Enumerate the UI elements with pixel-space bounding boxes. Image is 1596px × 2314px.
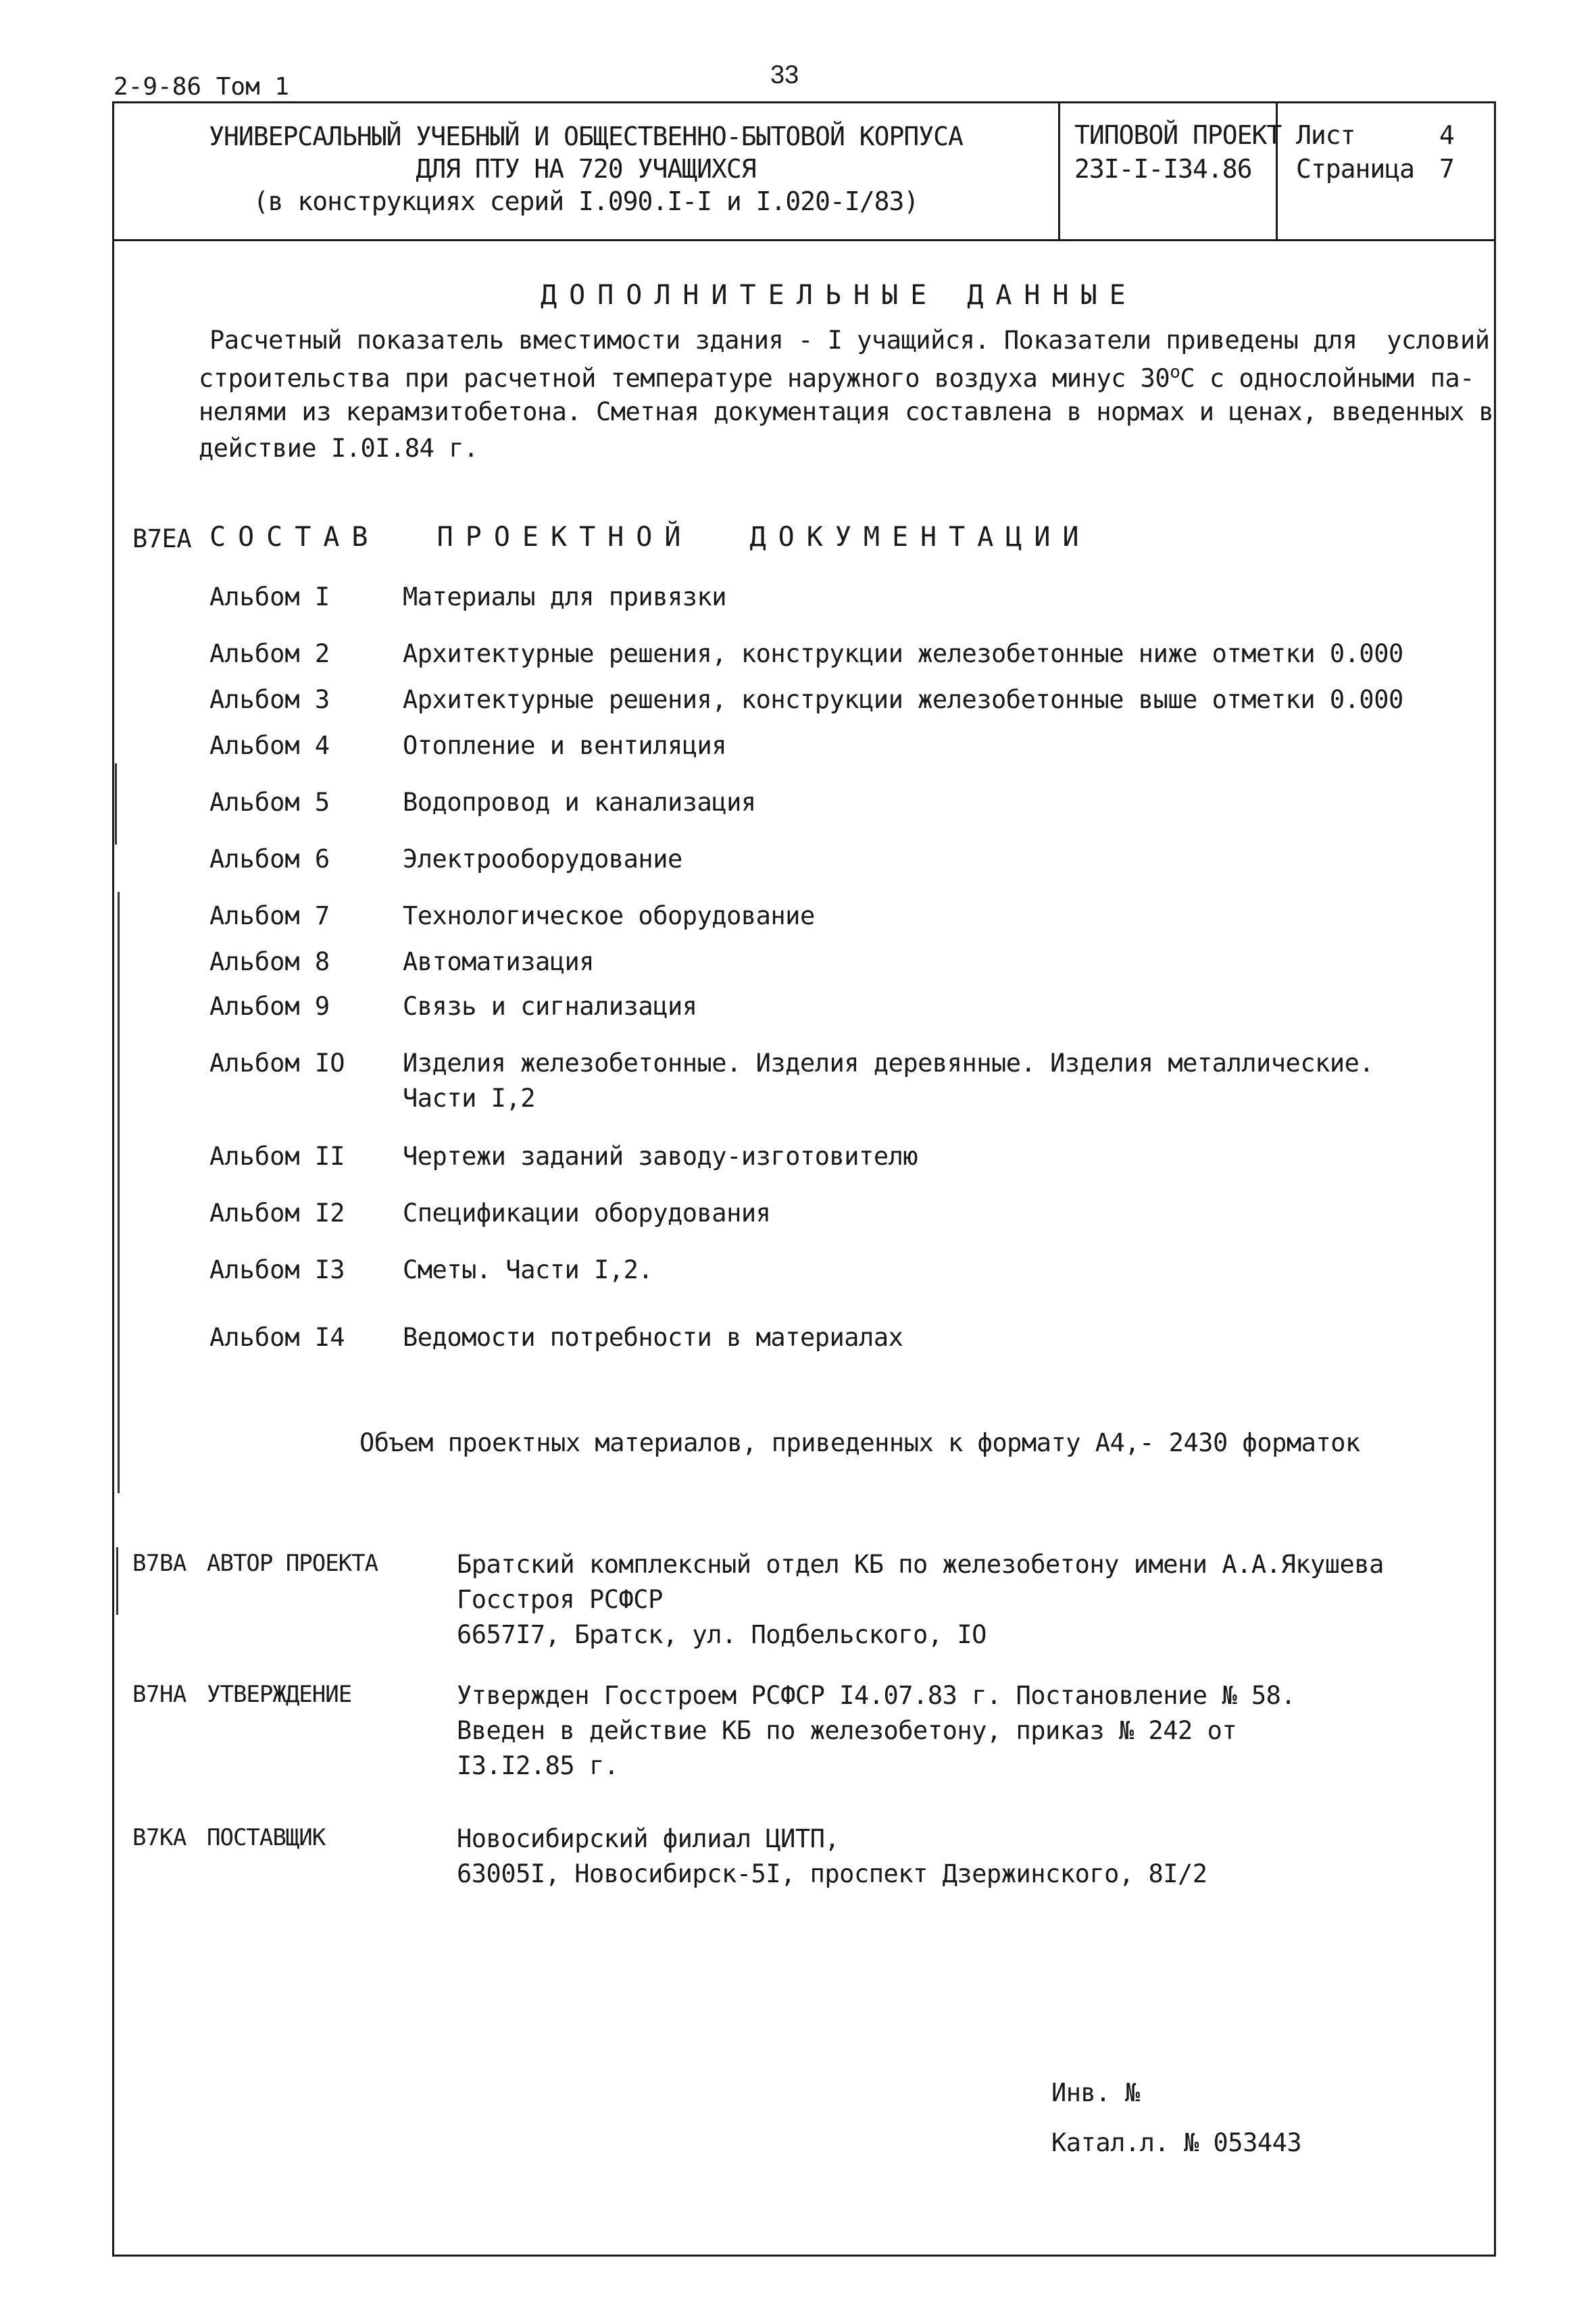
album-text-3: Архитектурные решения, конструкции железобетонные выше отметки 0.000 [403,685,1403,714]
album-text-1: Материалы для привязки [403,582,727,611]
margin-mark-3 [116,1547,118,1615]
album-label-6: Альбом 6 [209,845,330,874]
album-label-9: Альбом 9 [209,992,330,1021]
album-label-11: Альбом II [209,1142,345,1171]
header-bottom-rule [112,239,1496,241]
page-label: Страница [1296,154,1415,184]
album-label-12: Альбом I2 [209,1199,345,1228]
approval-line-3: I3.I2.85 г. [457,1751,619,1780]
additional-line-2-main: строительства при расчетной температуре наружного воздуха минус 30 [199,363,1170,393]
sheet-label: Лист [1296,120,1355,150]
album-text-7: Технологическое оборудование [403,901,815,930]
header-title [115,120,1057,218]
album-label-14: Альбом I4 [209,1323,345,1352]
album-label-2: Альбом 2 [209,639,330,668]
degree-superscript: o [1170,362,1180,382]
margin-mark-1 [115,763,117,845]
album-label-13: Альбом I3 [209,1255,345,1284]
album-text-10-cont: Части I,2 [403,1084,535,1113]
album-label-8: Альбом 8 [209,947,330,976]
project-code: 23I-I-I34.86 [1074,154,1252,184]
album-label-10: Альбом IO [209,1049,345,1078]
album-text-11: Чертежи заданий заводу-изготовителю [403,1142,918,1171]
album-text-4: Отопление и вентиляция [403,731,727,760]
header-title-line-2: ДЛЯ ПТУ НА 720 УЧАЩИХСЯ [416,154,756,184]
supplier-code: В7КА [132,1824,186,1851]
album-text-6: Электрооборудование [403,845,682,874]
catalog-number: Катал.л. № 053443 [1051,2128,1302,2157]
additional-line-1: Расчетный показатель вместимости здания - I учащийся. Показатели приведены для условий [209,326,1490,355]
additional-line-2 [199,362,1474,393]
album-text-9: Связь и сигнализация [403,992,697,1021]
approval-code: В7НА [132,1681,186,1708]
author-label: АВТОР ПРОЕКТА [207,1550,378,1577]
supplier-label: ПОСТАВЩИК [207,1824,326,1851]
header-title-line-3: (в конструкциях серий I.090.I-I и I.020-I/83) [253,186,919,216]
approval-label: УТВЕРЖДЕНИЕ [207,1681,352,1708]
additional-line-2-tail: С с однослойными па- [1180,363,1474,393]
album-text-2: Архитектурные решения, конструкции железобетонные ниже отметки 0.000 [403,639,1403,668]
album-label-5: Альбом 5 [209,788,330,817]
album-label-1: Альбом I [209,582,330,611]
album-text-14: Ведомости потребности в материалах [403,1323,903,1352]
album-label-4: Альбом 4 [209,731,330,760]
album-text-8: Автоматизация [403,947,595,976]
album-text-13: Сметы. Части I,2. [403,1255,653,1284]
album-text-5: Водопровод и канализация [403,788,756,817]
album-text-10: Изделия железобетонные. Изделия деревянные. Изделия металлические. [403,1049,1374,1078]
composition-code: В7ЕА [132,524,192,553]
album-label-7: Альбом 7 [209,901,330,930]
supplier-line-1: Новосибирский филиал ЦИТП, [457,1824,840,1853]
author-line-1: Братский комплексный отдел КБ по железобетону имени А.А.Якушева [457,1550,1384,1579]
album-text-12: Спецификации оборудования [403,1199,771,1228]
additional-line-4: действие I.0I.84 г. [199,434,478,463]
page-number: 33 [770,61,799,89]
doc-reference: 2-9-86 Том 1 [114,73,290,101]
page-value: 7 [1439,154,1454,184]
header-title-line-1: УНИВЕРСАЛЬНЫЙ УЧЕБНЫЙ И ОБЩЕСТВЕННО-БЫТОВОЙ КОРПУСА [209,122,963,151]
sheet-value: 4 [1439,120,1454,150]
volume-note: Объем проектных материалов, приведенных к формату А4,- 2430 форматок [359,1428,1360,1457]
approval-line-2: Введен в действие КБ по железобетону, приказ № 242 от [457,1716,1237,1745]
inventory-number: Инв. № [1051,2078,1140,2107]
additional-data-heading: ДОПОЛНИТЕЛЬНЫЕ ДАННЫЕ [541,280,1138,311]
project-label: ТИПОВОЙ ПРОЕКТ [1074,120,1282,150]
supplier-line-2: 63005I, Новосибирск-5I, проспект Дзержинского, 8I/2 [457,1859,1207,1888]
author-line-2: Госстроя РСФСР [457,1585,663,1614]
composition-heading: СОСТАВ ПРОЕКТНОЙ ДОКУМЕНТАЦИИ [209,522,1091,553]
header-divider-1 [1058,101,1060,241]
author-line-3: 6657I7, Братск, ул. Подбельского, IO [457,1620,987,1649]
album-label-3: Альбом 3 [209,685,330,714]
approval-line-1: Утвержден Госстроем РСФСР I4.07.83 г. Постановление № 58. [457,1681,1296,1710]
author-code: В7ВА [132,1550,186,1577]
additional-line-3: нелями из керамзитобетона. Сметная документация составлена в нормах и ценах, введенных в [199,397,1494,426]
margin-mark-2 [118,892,120,1493]
